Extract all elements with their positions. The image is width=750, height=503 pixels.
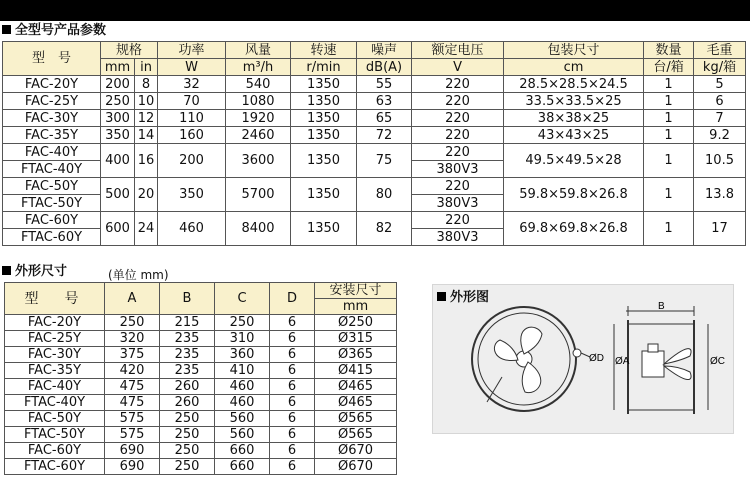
cell-weight: 6	[694, 93, 746, 110]
cell-noise: 72	[357, 127, 412, 144]
cell-C: 360	[215, 347, 270, 363]
cell-A: 575	[105, 427, 160, 443]
dims-header-unit: mm	[315, 299, 397, 315]
cell-air: 540	[226, 76, 291, 93]
cell-model: FAC-30Y	[3, 110, 101, 127]
header-spec: 规格	[101, 42, 158, 59]
fan-side-view	[614, 301, 725, 414]
cell-D: 6	[270, 347, 315, 363]
dims-unit-note: (单位 mm)	[108, 268, 169, 282]
cell-pack: 69.8×69.8×26.8	[504, 212, 644, 246]
cell-speed: 1350	[291, 144, 357, 178]
table-row	[5, 443, 397, 459]
subheader-unit: m³/h	[226, 59, 291, 76]
cell-qty: 1	[644, 127, 694, 144]
cell-voltage: 380V3	[412, 161, 504, 178]
cell-B: 260	[160, 395, 215, 411]
cell-model: FAC-25Y	[5, 331, 105, 347]
cell-in: 24	[135, 212, 158, 246]
cell-mm: 600	[101, 212, 135, 246]
cell-in: 16	[135, 144, 158, 178]
cell-model: FTAC-60Y	[5, 459, 105, 475]
cell-mount: Ø465	[315, 395, 397, 411]
cell-C: 410	[215, 363, 270, 379]
cell-model: FTAC-40Y	[5, 395, 105, 411]
subheader-unit: W	[158, 59, 226, 76]
cell-mount: Ø565	[315, 427, 397, 443]
cell-D: 6	[270, 427, 315, 443]
cell-weight: 9.2	[694, 127, 746, 144]
cell-model: FAC-60Y	[3, 212, 101, 229]
cell-pack: 33.5×33.5×25	[504, 93, 644, 110]
cell-B: 250	[160, 427, 215, 443]
square-bullet-icon	[2, 25, 11, 34]
cell-mm: 200	[101, 76, 135, 93]
cell-power: 70	[158, 93, 226, 110]
cell-D: 6	[270, 459, 315, 475]
subheader-unit: 台/箱	[644, 59, 694, 76]
cell-speed: 1350	[291, 212, 357, 246]
cell-model: FAC-30Y	[5, 347, 105, 363]
square-bullet-icon	[2, 266, 11, 275]
cell-power: 200	[158, 144, 226, 178]
table-row	[3, 144, 746, 161]
cell-B: 250	[160, 443, 215, 459]
cell-air: 8400	[226, 212, 291, 246]
cell-pack: 38×38×25	[504, 110, 644, 127]
table-row	[3, 127, 746, 144]
cell-qty: 1	[644, 93, 694, 110]
cell-model: FTAC-50Y	[5, 427, 105, 443]
cell-mm: 300	[101, 110, 135, 127]
cell-A: 420	[105, 363, 160, 379]
cell-model: FAC-60Y	[5, 443, 105, 459]
header-col: 毛重	[694, 42, 746, 59]
cell-B: 215	[160, 315, 215, 331]
cell-model: FTAC-60Y	[3, 229, 101, 246]
cell-mm: 250	[101, 93, 135, 110]
drawing-title: 外形图	[437, 286, 489, 305]
cell-voltage: 220	[412, 76, 504, 93]
cell-weight: 7	[694, 110, 746, 127]
cell-D: 6	[270, 363, 315, 379]
header-col: 额定电压	[412, 42, 504, 59]
params-section-title: 全型号产品参数	[2, 23, 106, 39]
cell-qty: 1	[644, 144, 694, 178]
fan-outline-drawing	[432, 284, 734, 434]
cell-qty: 1	[644, 212, 694, 246]
cell-D: 6	[270, 331, 315, 347]
cell-voltage: 220	[412, 212, 504, 229]
cell-mm: 500	[101, 178, 135, 212]
params-subheader-row	[3, 59, 746, 76]
cell-mount: Ø670	[315, 459, 397, 475]
header-col: 转速	[291, 42, 357, 59]
cell-A: 475	[105, 395, 160, 411]
cell-model: FAC-35Y	[5, 363, 105, 379]
cell-mount: Ø415	[315, 363, 397, 379]
cell-voltage: 220	[412, 178, 504, 195]
table-row	[5, 459, 397, 475]
table-row	[5, 315, 397, 331]
table-row	[5, 379, 397, 395]
cell-C: 460	[215, 379, 270, 395]
header-col: 数量	[644, 42, 694, 59]
cell-A: 575	[105, 411, 160, 427]
subheader-unit: kg/箱	[694, 59, 746, 76]
cell-mount: Ø365	[315, 347, 397, 363]
header-col: 包装尺寸	[504, 42, 644, 59]
cell-mount: Ø465	[315, 379, 397, 395]
cell-C: 460	[215, 395, 270, 411]
cell-B: 235	[160, 363, 215, 379]
cell-in: 20	[135, 178, 158, 212]
cell-model: FAC-50Y	[5, 411, 105, 427]
cell-air: 3600	[226, 144, 291, 178]
cell-weight: 17	[694, 212, 746, 246]
cell-model: FAC-25Y	[3, 93, 101, 110]
cell-B: 250	[160, 411, 215, 427]
cell-mount: Ø315	[315, 331, 397, 347]
cell-voltage: 220	[412, 127, 504, 144]
cell-D: 6	[270, 443, 315, 459]
cell-noise: 55	[357, 76, 412, 93]
dims-header-col: 型 号	[5, 283, 105, 315]
cell-pack: 59.8×59.8×26.8	[504, 178, 644, 212]
cell-power: 160	[158, 127, 226, 144]
cell-voltage: 220	[412, 110, 504, 127]
cell-power: 460	[158, 212, 226, 246]
cell-noise: 65	[357, 110, 412, 127]
cell-weight: 10.5	[694, 144, 746, 178]
cell-qty: 1	[644, 178, 694, 212]
subheader-unit: V	[412, 59, 504, 76]
cell-voltage: 380V3	[412, 195, 504, 212]
table-row	[3, 212, 746, 229]
params-table	[2, 41, 746, 246]
cell-C: 560	[215, 411, 270, 427]
cell-A: 690	[105, 459, 160, 475]
table-row	[5, 395, 397, 411]
header-col: 风量	[226, 42, 291, 59]
table-row	[3, 178, 746, 195]
dims-header-col: D	[270, 283, 315, 315]
cell-air: 1080	[226, 93, 291, 110]
subheader-unit: in	[135, 59, 158, 76]
cell-in: 14	[135, 127, 158, 144]
dims-header-col: A	[105, 283, 160, 315]
cell-B: 250	[160, 459, 215, 475]
cell-model: FAC-20Y	[5, 315, 105, 331]
cell-model: FAC-20Y	[3, 76, 101, 93]
top-banner-bar	[0, 0, 750, 21]
dims-header-col: C	[215, 283, 270, 315]
subheader-unit: mm	[101, 59, 135, 76]
table-row	[3, 76, 746, 93]
subheader-unit: dB(A)	[357, 59, 412, 76]
dims-header-row	[5, 283, 397, 299]
cell-mount: Ø565	[315, 411, 397, 427]
header-col: 噪声	[357, 42, 412, 59]
cell-D: 6	[270, 315, 315, 331]
cell-power: 32	[158, 76, 226, 93]
cell-D: 6	[270, 411, 315, 427]
cell-speed: 1350	[291, 110, 357, 127]
cell-model: FAC-40Y	[3, 144, 101, 161]
cell-A: 690	[105, 443, 160, 459]
cell-in: 8	[135, 76, 158, 93]
dims-table	[4, 282, 397, 475]
cell-qty: 1	[644, 76, 694, 93]
table-row	[3, 93, 746, 110]
cell-speed: 1350	[291, 178, 357, 212]
cell-voltage: 220	[412, 144, 504, 161]
cell-model: FTAC-50Y	[3, 195, 101, 212]
cell-D: 6	[270, 379, 315, 395]
cell-air: 2460	[226, 127, 291, 144]
cell-D: 6	[270, 395, 315, 411]
cell-C: 660	[215, 459, 270, 475]
cell-noise: 63	[357, 93, 412, 110]
dim-label-d: ØD	[589, 353, 604, 364]
cell-noise: 80	[357, 178, 412, 212]
cell-mm: 350	[101, 127, 135, 144]
subheader-unit: r/min	[291, 59, 357, 76]
cell-C: 250	[215, 315, 270, 331]
cell-pack: 43×43×25	[504, 127, 644, 144]
cell-mount: Ø250	[315, 315, 397, 331]
cell-A: 375	[105, 347, 160, 363]
cell-C: 560	[215, 427, 270, 443]
cell-B: 235	[160, 347, 215, 363]
table-row	[5, 347, 397, 363]
table-row	[5, 363, 397, 379]
cell-model: FAC-40Y	[5, 379, 105, 395]
cell-model: FTAC-40Y	[3, 161, 101, 178]
cell-in: 12	[135, 110, 158, 127]
cell-weight: 13.8	[694, 178, 746, 212]
cell-A: 475	[105, 379, 160, 395]
cell-power: 350	[158, 178, 226, 212]
cell-pack: 28.5×28.5×24.5	[504, 76, 644, 93]
header-col: 功率	[158, 42, 226, 59]
cell-in: 10	[135, 93, 158, 110]
cell-power: 110	[158, 110, 226, 127]
cell-speed: 1350	[291, 93, 357, 110]
dims-header-col: B	[160, 283, 215, 315]
cell-A: 320	[105, 331, 160, 347]
table-row	[5, 331, 397, 347]
cell-speed: 1350	[291, 76, 357, 93]
cell-pack: 49.5×49.5×28	[504, 144, 644, 178]
cell-A: 250	[105, 315, 160, 331]
cell-qty: 1	[644, 110, 694, 127]
cell-mm: 400	[101, 144, 135, 178]
cell-mount: Ø670	[315, 443, 397, 459]
table-row	[5, 427, 397, 443]
cell-model: FAC-50Y	[3, 178, 101, 195]
dim-label-b: B	[658, 301, 665, 312]
cell-noise: 82	[357, 212, 412, 246]
cell-air: 5700	[226, 178, 291, 212]
cell-B: 260	[160, 379, 215, 395]
params-header-row	[3, 42, 746, 59]
dim-label-a: ØA	[615, 356, 630, 367]
dim-label-c: ØC	[710, 356, 725, 367]
cell-noise: 75	[357, 144, 412, 178]
cell-voltage: 380V3	[412, 229, 504, 246]
cell-speed: 1350	[291, 127, 357, 144]
dims-section-title: 外形尺寸	[2, 264, 67, 280]
table-row	[3, 110, 746, 127]
subheader-unit: cm	[504, 59, 644, 76]
fan-front-view	[472, 307, 604, 411]
cell-weight: 5	[694, 76, 746, 93]
cell-model: FAC-35Y	[3, 127, 101, 144]
cell-voltage: 220	[412, 93, 504, 110]
table-row	[5, 411, 397, 427]
cell-B: 235	[160, 331, 215, 347]
header-model: 型 号	[3, 42, 101, 76]
cell-air: 1920	[226, 110, 291, 127]
cell-C: 310	[215, 331, 270, 347]
dims-header-mount: 安装尺寸	[315, 283, 397, 299]
cell-C: 660	[215, 443, 270, 459]
